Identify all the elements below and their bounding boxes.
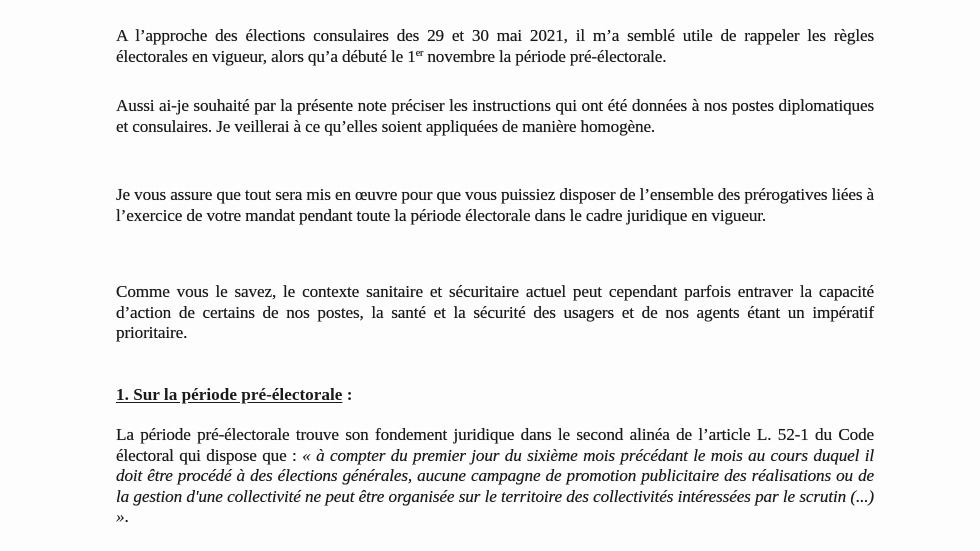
intro-text-end: novembre la période pré-électorale. — [423, 46, 667, 66]
legal-quote: « à compter du premier jour du sixième mois précédant le mois au cours duquel il doit être procédé à des élections générales, aucune campagne de promotion publicitaire des réalisations ou de la gestion d'une collectivité ne peut être organisée sur le territoire des collectivités intéressées par le scrutin (...) » — [116, 445, 874, 526]
section-heading — [116, 385, 352, 405]
ordinal-superscript: er — [415, 47, 424, 59]
intro-text-start: A l’approche des élections consulaires des 29 et 30 mai 2021, il m’a semblé utile de rappeler les règles électorales en vigueur, alors qu’a débuté le 1 — [116, 26, 874, 66]
section-heading-suffix: : — [342, 385, 353, 404]
instructions-paragraph: Aussi ai-je souhaité par la présente note préciser les instructions qui ont été données à nos postes diplomatiques et consulaires. Je veillerai à ce qu’elles soient appliquées de manière homogène. — [116, 96, 874, 136]
section-paragraph-end: . — [124, 507, 129, 526]
intro-paragraph — [116, 26, 874, 67]
assurance-paragraph: Je vous assure que tout sera mis en œuvre pour que vous puissiez disposer de l’ensemble des prérogatives liées à l’exercice de votre mandat pendant toute la période électorale dans le cadre juridique en vigueur. — [116, 185, 874, 225]
context-paragraph: Comme vous le savez, le contexte sanitaire et sécuritaire actuel peut cependant parfois entraver la capacité d’action de certains de nos postes, la santé et la sécurité des usagers et de nos agents étant un impératif prioritaire. — [116, 282, 874, 342]
section-heading-title: 1. Sur la période pré-électorale — [116, 385, 343, 404]
section-paragraph — [116, 425, 874, 528]
section-paragraph-text: La période pré-électorale trouve son fondement juridique dans le second alinéa de l’article L. 52-1 du Code électoral qui dispose que : — [116, 425, 874, 465]
